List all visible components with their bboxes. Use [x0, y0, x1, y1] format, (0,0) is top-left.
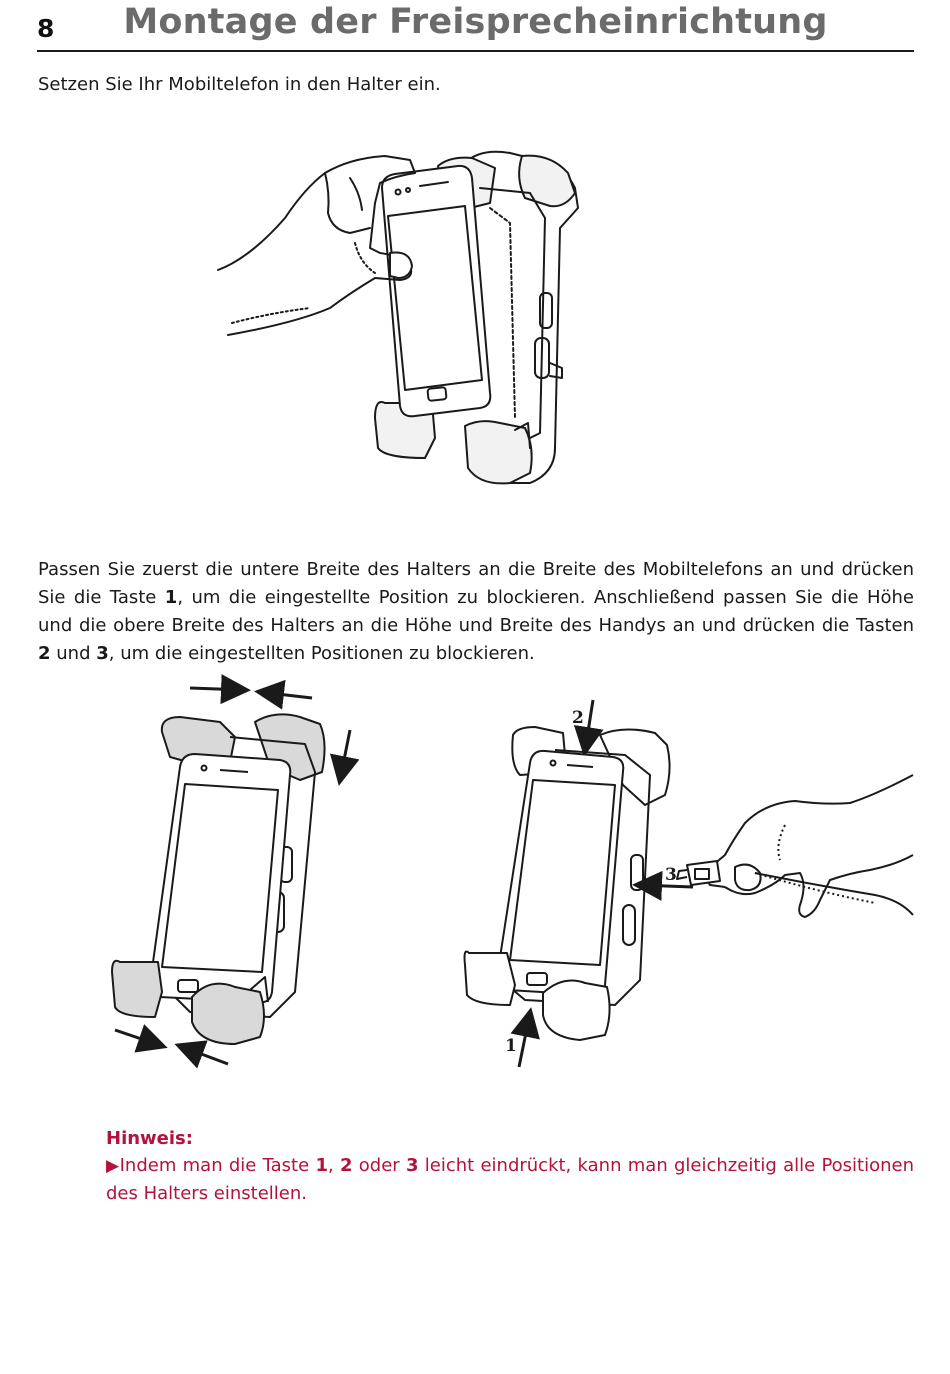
intro-paragraph: Setzen Sie Ihr Mobiltelefon in den Halter ein. — [38, 74, 441, 95]
page-number: 8 — [37, 14, 55, 43]
button-1-ref: 1 — [164, 587, 178, 608]
label-2: 2 — [572, 708, 584, 728]
button-2-ref: 2 — [38, 643, 51, 664]
figure-insert-phone — [210, 148, 610, 493]
button-3-ref: 3 — [96, 643, 109, 664]
note-box — [106, 1126, 914, 1208]
note-text — [106, 1152, 914, 1208]
page-header — [37, 0, 914, 52]
adjust-width-illustration — [100, 672, 370, 1072]
label-3: 3 — [665, 865, 677, 885]
instruction-text-4: , um die eingestellten Positionen zu blockieren. — [108, 643, 535, 664]
figure-adjust-width — [100, 672, 370, 1072]
instruction-paragraph — [38, 556, 914, 668]
note-button-1-ref: 1 — [315, 1155, 328, 1176]
triangle-bullet-icon: ▶ — [106, 1156, 120, 1176]
note-button-2-ref: 2 — [339, 1155, 353, 1176]
figure-lock-buttons — [455, 695, 915, 1075]
instruction-text-1: Passen Sie zuerst die untere Breite des Halters an die Breite des Mobiltelefons an und drücken Sie die Taste — [38, 559, 914, 608]
page-title: Montage der Freisprecheinrichtung — [123, 2, 828, 42]
note-text-1: Indem man die Taste — [119, 1155, 316, 1176]
insert-phone-illustration — [210, 148, 610, 493]
note-text-2: , — [328, 1155, 340, 1176]
label-1: 1 — [505, 1036, 517, 1056]
instruction-text-3: und — [50, 643, 97, 664]
lock-buttons-illustration — [455, 695, 915, 1075]
note-button-3-ref: 3 — [405, 1155, 419, 1176]
note-title: Hinweis: — [106, 1128, 193, 1149]
instruction-text-2: , um die eingestellte Position zu blockieren. Anschließend passen Sie die Höhe und die obere Breite des Halters an die Höhe und Breite des Handys an und drücken die Tasten — [38, 587, 914, 636]
note-text-3: oder — [352, 1155, 406, 1176]
note-text-4: leicht eindrückt, kann man gleichzeitig alle Positionen des Halters einstellen. — [106, 1155, 915, 1204]
